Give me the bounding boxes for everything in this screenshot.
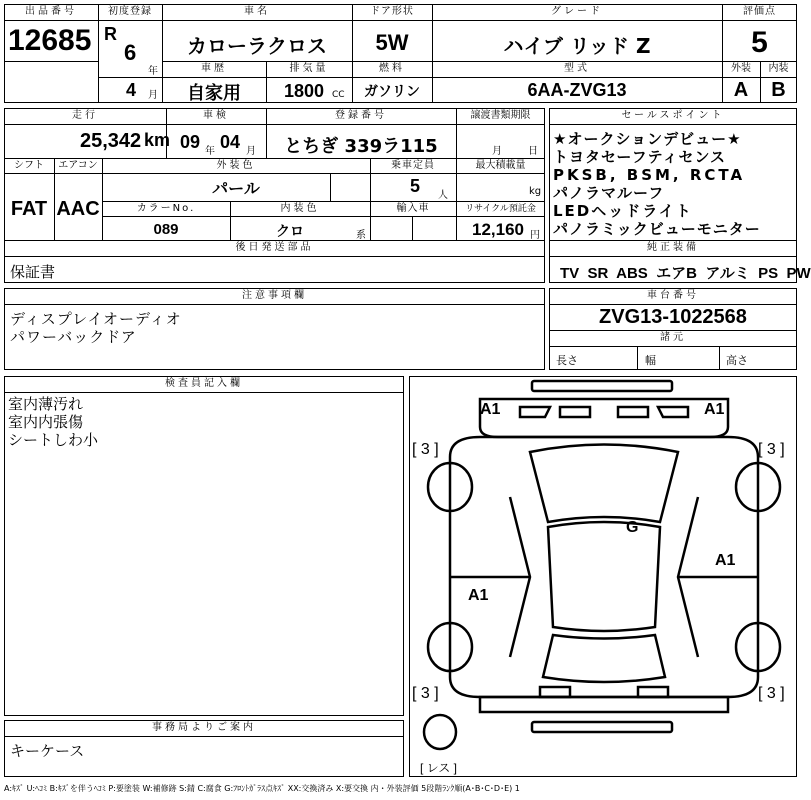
inspector-line: 室内内張傷 bbox=[8, 413, 84, 431]
max-load-unit: kg bbox=[529, 186, 542, 197]
inspector-title: 検査員記入欄 bbox=[165, 378, 243, 389]
year-unit: 年 bbox=[148, 66, 158, 77]
exterior-label: 外装 bbox=[731, 63, 751, 74]
parts-title: 後日発送部品 bbox=[235, 242, 314, 253]
mileage-label: 走行 bbox=[72, 110, 98, 121]
mark-left-door: A1 bbox=[468, 587, 489, 604]
equipment-item: PW bbox=[786, 265, 811, 282]
fuel-value: ガソリン bbox=[364, 84, 420, 100]
history-label: 車歴 bbox=[201, 63, 227, 74]
chassis-number: ZVG13-1022568 bbox=[599, 306, 747, 328]
capacity-unit: 人 bbox=[438, 190, 448, 201]
grade-value: ハイブ リッド Z bbox=[503, 34, 651, 58]
note-line: ディスプレイオーディオ bbox=[10, 310, 182, 328]
shift-value: FAT bbox=[10, 198, 48, 220]
selling-point: パノラマルーフ bbox=[553, 184, 665, 202]
equipment-item: ABS bbox=[616, 265, 648, 282]
mark-tire-rr: [ 3 ] bbox=[758, 685, 785, 702]
reg-year: 6 bbox=[124, 40, 137, 65]
selling-point: PKSB, BSM, RCTA bbox=[553, 166, 746, 184]
equipment-item: SR bbox=[587, 265, 609, 282]
capacity-value: 5 bbox=[410, 176, 421, 196]
legend: A:ｷｽﾞ U:ﾍｺﾐ B:ｷｽﾞを伴うﾍｺﾐ P:要塗装 W:補修跡 S:錆 C:腐食 G:ﾌﾛﾝﾄｶﾞﾗｽ点ｷｽﾞ XX:交換済み X:要交換 内・外装評価 5段階ﾗﾝｸ順(A･B･C･D･E) 1 bbox=[4, 784, 520, 793]
mileage-unit: km bbox=[144, 130, 171, 150]
transfer-label: 譲渡書類期限 bbox=[470, 110, 531, 121]
equipment-item: TV bbox=[560, 265, 580, 282]
notes-title: 注意事項欄 bbox=[242, 290, 307, 301]
equipment-item: エアB bbox=[656, 265, 697, 282]
first-reg-label: 初度登録 bbox=[108, 6, 152, 17]
mark-tire-fl: [ 3 ] bbox=[412, 441, 439, 458]
inspector-lines bbox=[8, 395, 98, 449]
int-color-value: クロ bbox=[276, 224, 304, 240]
mark-spare: [ レス ] bbox=[420, 761, 457, 775]
mark-front-right: A1 bbox=[704, 401, 725, 418]
length-label: 長さ bbox=[556, 354, 578, 367]
mileage-value: 25,342 bbox=[80, 130, 142, 152]
exterior-grade: A bbox=[733, 79, 749, 101]
spec-title: 諸元 bbox=[660, 332, 686, 343]
car-outline bbox=[410, 377, 798, 778]
insp-year: 09 bbox=[180, 132, 201, 152]
color-no-value: 089 bbox=[153, 221, 179, 238]
fuel-label: 燃料 bbox=[379, 63, 405, 74]
capacity-label: 乗車定員 bbox=[391, 160, 435, 171]
history-value: 自家用 bbox=[187, 83, 241, 104]
era: R bbox=[104, 24, 117, 44]
ac-value: AAC bbox=[56, 198, 100, 220]
lot-label: 出品番号 bbox=[25, 6, 77, 17]
displacement-label: 排気量 bbox=[289, 63, 329, 74]
grade-label: グレード bbox=[551, 6, 603, 17]
insp-month: 04 bbox=[220, 132, 241, 152]
selling-point: トヨタセーフティセンス bbox=[553, 148, 727, 166]
equipment-item: PS bbox=[758, 265, 779, 282]
reg-month: 4 bbox=[126, 80, 137, 100]
notes-list bbox=[10, 310, 182, 346]
transfer-month-unit: 月 bbox=[492, 146, 502, 157]
mark-tire-fr: [ 3 ] bbox=[758, 441, 785, 458]
import-label: 輸入車 bbox=[396, 203, 430, 214]
note-line: パワーバックドア bbox=[10, 328, 137, 346]
office-text: キーケース bbox=[10, 742, 85, 760]
mark-windshield: G bbox=[626, 519, 639, 536]
plate-label: 登録番号 bbox=[335, 110, 387, 121]
chassis-title: 車台番号 bbox=[647, 290, 699, 301]
mark-tire-rl: [ 3 ] bbox=[412, 685, 439, 702]
parts-text: 保証書 bbox=[10, 263, 56, 281]
equipment-title: 純正装備 bbox=[647, 242, 699, 253]
equipment-item: アルミ bbox=[705, 265, 750, 282]
mark-front-left: A1 bbox=[480, 401, 501, 418]
max-load-label: 最大積載量 bbox=[475, 160, 526, 171]
inspector-line: シートしわ小 bbox=[8, 431, 99, 449]
ac-label: エアコン bbox=[58, 160, 98, 171]
mark-right-door: A1 bbox=[715, 552, 736, 569]
model-value: 6AA-ZVG13 bbox=[527, 80, 627, 100]
height-label: 高さ bbox=[726, 354, 748, 367]
displacement-value: 1800 bbox=[284, 81, 325, 101]
interior-grade: B bbox=[771, 79, 786, 101]
month-unit: 月 bbox=[148, 90, 158, 101]
office-title: 事務局よりご案内 bbox=[152, 722, 256, 733]
damage-diagram bbox=[409, 376, 797, 777]
car-name: カローラクロス bbox=[187, 34, 327, 58]
selling-point: LEDヘッドライト bbox=[553, 202, 693, 220]
int-color-unit: 系 bbox=[356, 230, 366, 241]
inspection-label: 車検 bbox=[203, 110, 229, 121]
model-label: 型式 bbox=[564, 63, 590, 74]
recycle-label: リサイクル預託金 bbox=[465, 204, 536, 214]
selling-point: パノラミックビューモニター bbox=[553, 220, 761, 238]
interior-label: 内装 bbox=[768, 63, 789, 74]
recycle-value: 12,160 bbox=[472, 220, 524, 239]
displacement-unit: CC bbox=[332, 90, 345, 100]
plate-value: とちぎ 339ラ115 bbox=[284, 136, 438, 157]
int-color-label: 内装色 bbox=[280, 203, 320, 214]
insp-month-unit: 月 bbox=[246, 146, 256, 157]
inspector-line: 室内薄汚れ bbox=[8, 395, 84, 413]
recycle-unit: 円 bbox=[530, 230, 540, 241]
ext-color-label: 外装色 bbox=[216, 160, 256, 171]
selling-points-list bbox=[553, 130, 761, 238]
equipment-list bbox=[560, 262, 811, 283]
score-label: 評価点 bbox=[743, 6, 776, 17]
width-label: 幅 bbox=[645, 354, 656, 367]
selling-point: ★オークションデビュー★ bbox=[553, 130, 742, 148]
shift-label: シフト bbox=[14, 160, 44, 171]
ext-color-value: パール bbox=[212, 179, 260, 198]
insp-year-unit: 年 bbox=[205, 146, 215, 157]
color-no-label: カラーNo. bbox=[136, 203, 196, 214]
lot-number: 12685 bbox=[8, 24, 92, 57]
transfer-day-unit: 日 bbox=[528, 146, 538, 157]
door-value: 5W bbox=[375, 30, 409, 55]
score-value: 5 bbox=[751, 26, 768, 59]
door-label: ドア形状 bbox=[370, 6, 414, 17]
selling-points-title: セールスポイント bbox=[621, 110, 725, 121]
name-label: 車名 bbox=[244, 6, 270, 17]
